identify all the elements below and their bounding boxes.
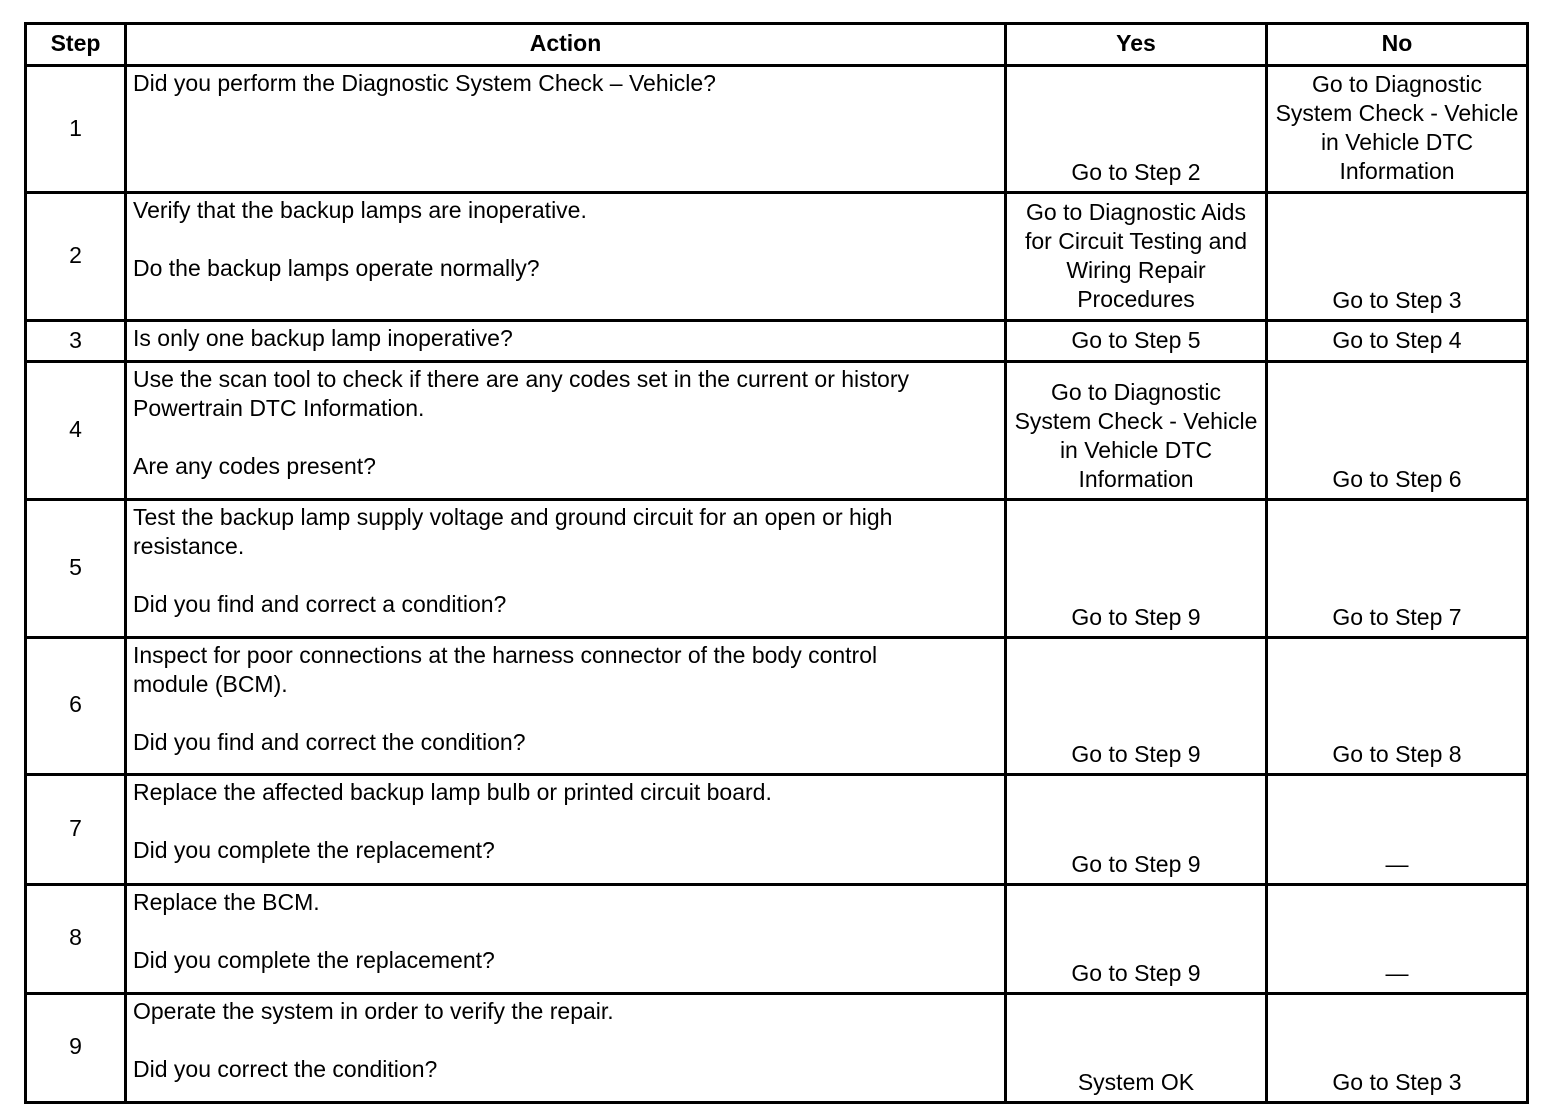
step-number: 9 <box>26 993 126 1102</box>
header-row <box>26 24 1528 66</box>
yes-cell: Go to Step 9 <box>1006 637 1267 774</box>
action-question: Did you find and correct the condition? <box>133 728 526 755</box>
table-row <box>26 193 1528 321</box>
no-cell: Go to Diagnostic System Check - Vehicle in Vehicle DTC Information <box>1267 66 1528 193</box>
action-text: Test the backup lamp supply voltage and ground circuit for an open or high <box>133 504 893 531</box>
no-cell: Go to Step 6 <box>1267 362 1528 500</box>
header-action: Action <box>126 24 1006 66</box>
no-cell: Go to Step 3 <box>1267 193 1528 321</box>
step-number: 3 <box>26 321 126 362</box>
action-question: Did you correct the condition? <box>133 1055 438 1082</box>
yes-cell: Go to Step 5 <box>1006 321 1267 362</box>
action-cell <box>126 500 1006 637</box>
yes-cell: System OK <box>1006 993 1267 1102</box>
action-cell <box>126 637 1006 774</box>
step-number: 5 <box>26 500 126 637</box>
step-number: 2 <box>26 193 126 321</box>
action-question: Did you complete the replacement? <box>133 836 495 863</box>
action-text: Replace the BCM. <box>133 888 320 915</box>
action-text: module (BCM). <box>133 670 288 697</box>
no-cell: — <box>1267 774 1528 884</box>
action-question: Did you find and correct a condition? <box>133 591 507 618</box>
yes-cell: Go to Step 9 <box>1006 774 1267 884</box>
no-cell: Go to Step 3 <box>1267 993 1528 1102</box>
action-text: Did you perform the Diagnostic System Check – Vehicle? <box>133 70 716 96</box>
table-row <box>26 362 1528 500</box>
table-row <box>26 66 1528 193</box>
action-question: Did you complete the replacement? <box>133 946 495 973</box>
action-cell <box>126 774 1006 884</box>
action-cell <box>126 362 1006 500</box>
table-row <box>26 637 1528 774</box>
action-text: Use the scan tool to check if there are any codes set in the current or history <box>133 366 910 393</box>
action-question: Do the backup lamps operate normally? <box>133 255 540 282</box>
step-number: 1 <box>26 66 126 193</box>
action-text: Inspect for poor connections at the harness connector of the body control <box>133 641 878 668</box>
step-number: 7 <box>26 774 126 884</box>
header-yes: Yes <box>1006 24 1267 66</box>
table-row <box>26 321 1528 362</box>
action-text: Powertrain DTC Information. <box>133 395 425 422</box>
action-text: Is only one backup lamp inoperative? <box>133 325 513 352</box>
action-cell <box>126 884 1006 993</box>
action-text: Operate the system in order to verify the repair. <box>133 997 614 1024</box>
action-cell <box>126 193 1006 321</box>
yes-cell: Go to Step 2 <box>1006 66 1267 193</box>
table-row <box>26 500 1528 637</box>
action-text: Verify that the backup lamps are inoperative. <box>133 197 587 224</box>
action-cell <box>126 321 1006 362</box>
action-cell <box>126 993 1006 1102</box>
header-no: No <box>1267 24 1528 66</box>
table-row <box>26 993 1528 1102</box>
no-cell: Go to Step 4 <box>1267 321 1528 362</box>
step-number: 8 <box>26 884 126 993</box>
step-number: 6 <box>26 637 126 774</box>
action-cell <box>126 66 1006 193</box>
diagnostic-table <box>24 22 1529 1104</box>
table-row <box>26 884 1528 993</box>
no-cell: Go to Step 8 <box>1267 637 1528 774</box>
yes-cell: Go to Diagnostic Aids for Circuit Testing and Wiring Repair Procedures <box>1006 193 1267 321</box>
action-text: resistance. <box>133 533 245 560</box>
action-question: Are any codes present? <box>133 453 376 480</box>
yes-cell: Go to Step 9 <box>1006 884 1267 993</box>
step-number: 4 <box>26 362 126 500</box>
action-text: Replace the affected backup lamp bulb or printed circuit board. <box>133 778 772 805</box>
header-step: Step <box>26 24 126 66</box>
no-cell: — <box>1267 884 1528 993</box>
yes-cell: Go to Step 9 <box>1006 500 1267 637</box>
table-row <box>26 774 1528 884</box>
yes-cell: Go to Diagnostic System Check - Vehicle in Vehicle DTC Information <box>1006 362 1267 500</box>
no-cell: Go to Step 7 <box>1267 500 1528 637</box>
